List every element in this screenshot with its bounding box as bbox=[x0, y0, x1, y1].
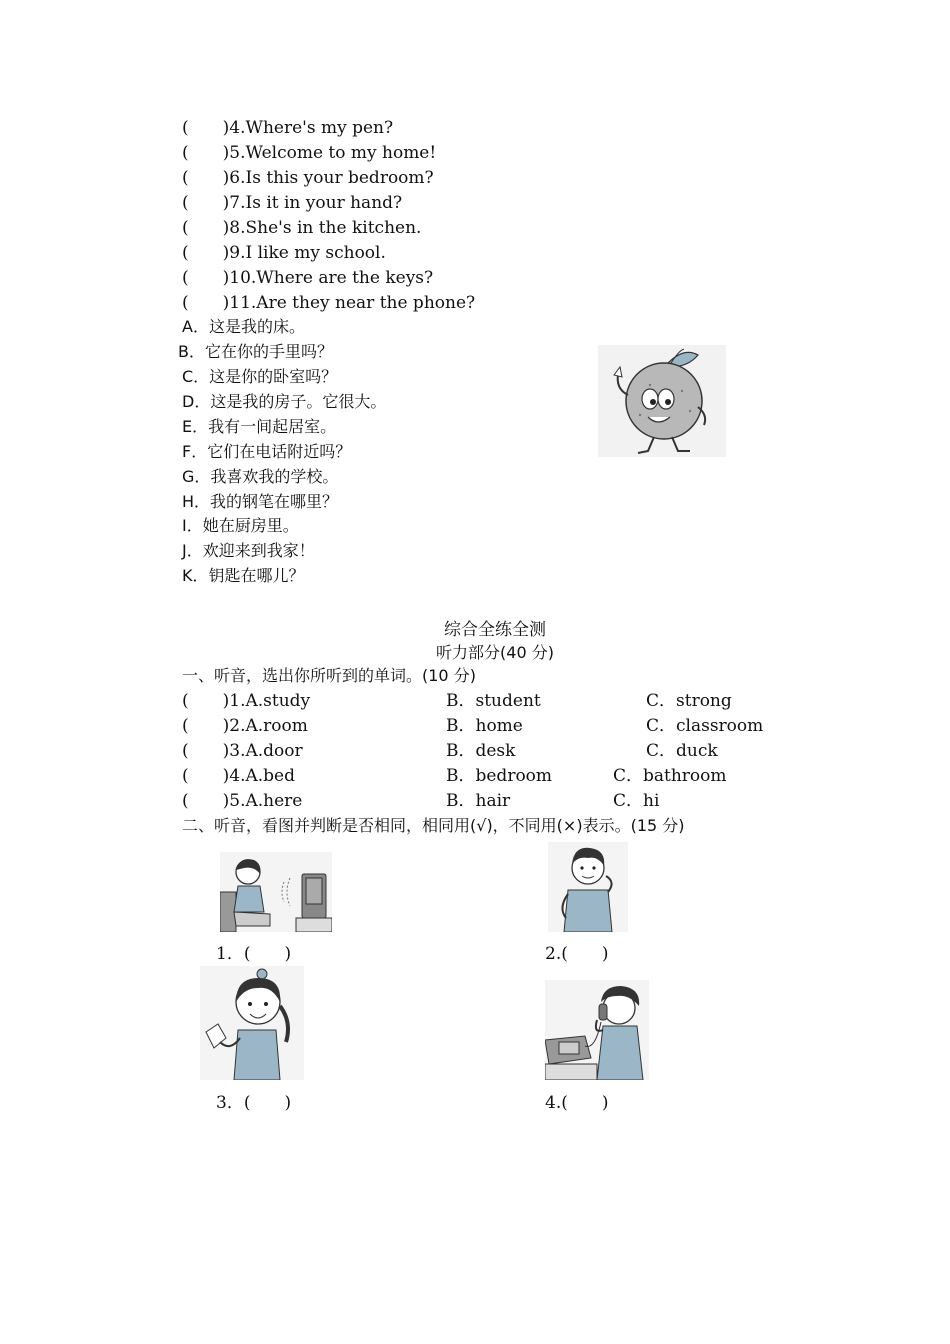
caption-4: 4.( ) bbox=[545, 1093, 609, 1113]
girl-clapping-picture bbox=[200, 966, 304, 1080]
option-k: K．钥匙在哪儿？ bbox=[182, 566, 305, 585]
boy-thinking-picture bbox=[548, 842, 628, 932]
orange-mascot-illustration bbox=[598, 345, 726, 457]
option-h: H．我的钢笔在哪里？ bbox=[182, 492, 339, 511]
s1-q1-c: C．strong bbox=[646, 691, 732, 711]
test-subtitle bbox=[20, 640, 950, 663]
s1-q3-c: C．duck bbox=[646, 741, 718, 761]
s1-q3-b: B．desk bbox=[446, 741, 516, 761]
option-i: I．她在厨房里。 bbox=[182, 516, 299, 535]
question-7: ( )7.Is it in your hand? bbox=[182, 193, 403, 213]
question-11: ( )11.Are they near the phone? bbox=[182, 293, 476, 313]
s1-q1-b: B．student bbox=[446, 691, 541, 711]
option-c: C．这是你的卧室吗？ bbox=[182, 367, 338, 386]
option-f: F．它们在电话附近吗？ bbox=[182, 442, 352, 461]
option-g: G．我喜欢我的学校。 bbox=[182, 467, 339, 486]
section2-heading: 二、听音，看图并判断是否相同，相同用(√)，不同用(×)表示。(15 分) bbox=[182, 816, 685, 835]
question-4: ( )4.Where's my pen? bbox=[182, 118, 394, 138]
caption-3: 3．( ) bbox=[216, 1093, 292, 1113]
boy-on-phone-picture bbox=[545, 980, 649, 1080]
s1-q4-b: B．bedroom bbox=[446, 766, 553, 786]
question-8: ( )8.She's in the kitchen. bbox=[182, 218, 422, 238]
s1-q4: ( )4.A.bed bbox=[182, 766, 295, 786]
girl-watching-tv-picture bbox=[220, 852, 332, 932]
section1-heading: 一、听音，选出你所听到的单词。(10 分) bbox=[182, 666, 476, 685]
question-6: ( )6.Is this your bedroom? bbox=[182, 168, 434, 188]
s1-q2: ( )2.A.room bbox=[182, 716, 308, 736]
option-a: A．这是我的床。 bbox=[182, 317, 305, 336]
option-d: D．这是我的房子。它很大。 bbox=[182, 392, 387, 411]
s1-q3: ( )3.A.door bbox=[182, 741, 303, 761]
s1-q5: ( )5.A.here bbox=[182, 791, 303, 811]
question-10: ( )10.Where are the keys? bbox=[182, 268, 434, 288]
caption-2: 2.( ) bbox=[545, 944, 609, 964]
option-b: B．它在你的手里吗？ bbox=[178, 342, 333, 361]
subtitle-text: 听力部分(40 分) bbox=[436, 643, 554, 662]
s1-q1: ( )1.A.study bbox=[182, 691, 311, 711]
s1-q2-b: B．home bbox=[446, 716, 523, 736]
question-5: ( )5.Welcome to my home! bbox=[182, 143, 437, 163]
option-j: J．欢迎来到我家！ bbox=[182, 541, 315, 560]
test-title: 综合全练全测 bbox=[444, 620, 546, 640]
s1-q4-c: C．bathroom bbox=[613, 766, 727, 786]
question-9: ( )9.I like my school. bbox=[182, 243, 386, 263]
caption-1: 1．( ) bbox=[216, 944, 292, 964]
s1-q5-c: C．hi bbox=[613, 791, 660, 811]
option-e: E．我有一间起居室。 bbox=[182, 417, 337, 436]
s1-q2-c: C．classroom bbox=[646, 716, 764, 736]
s1-q5-b: B．hair bbox=[446, 791, 511, 811]
